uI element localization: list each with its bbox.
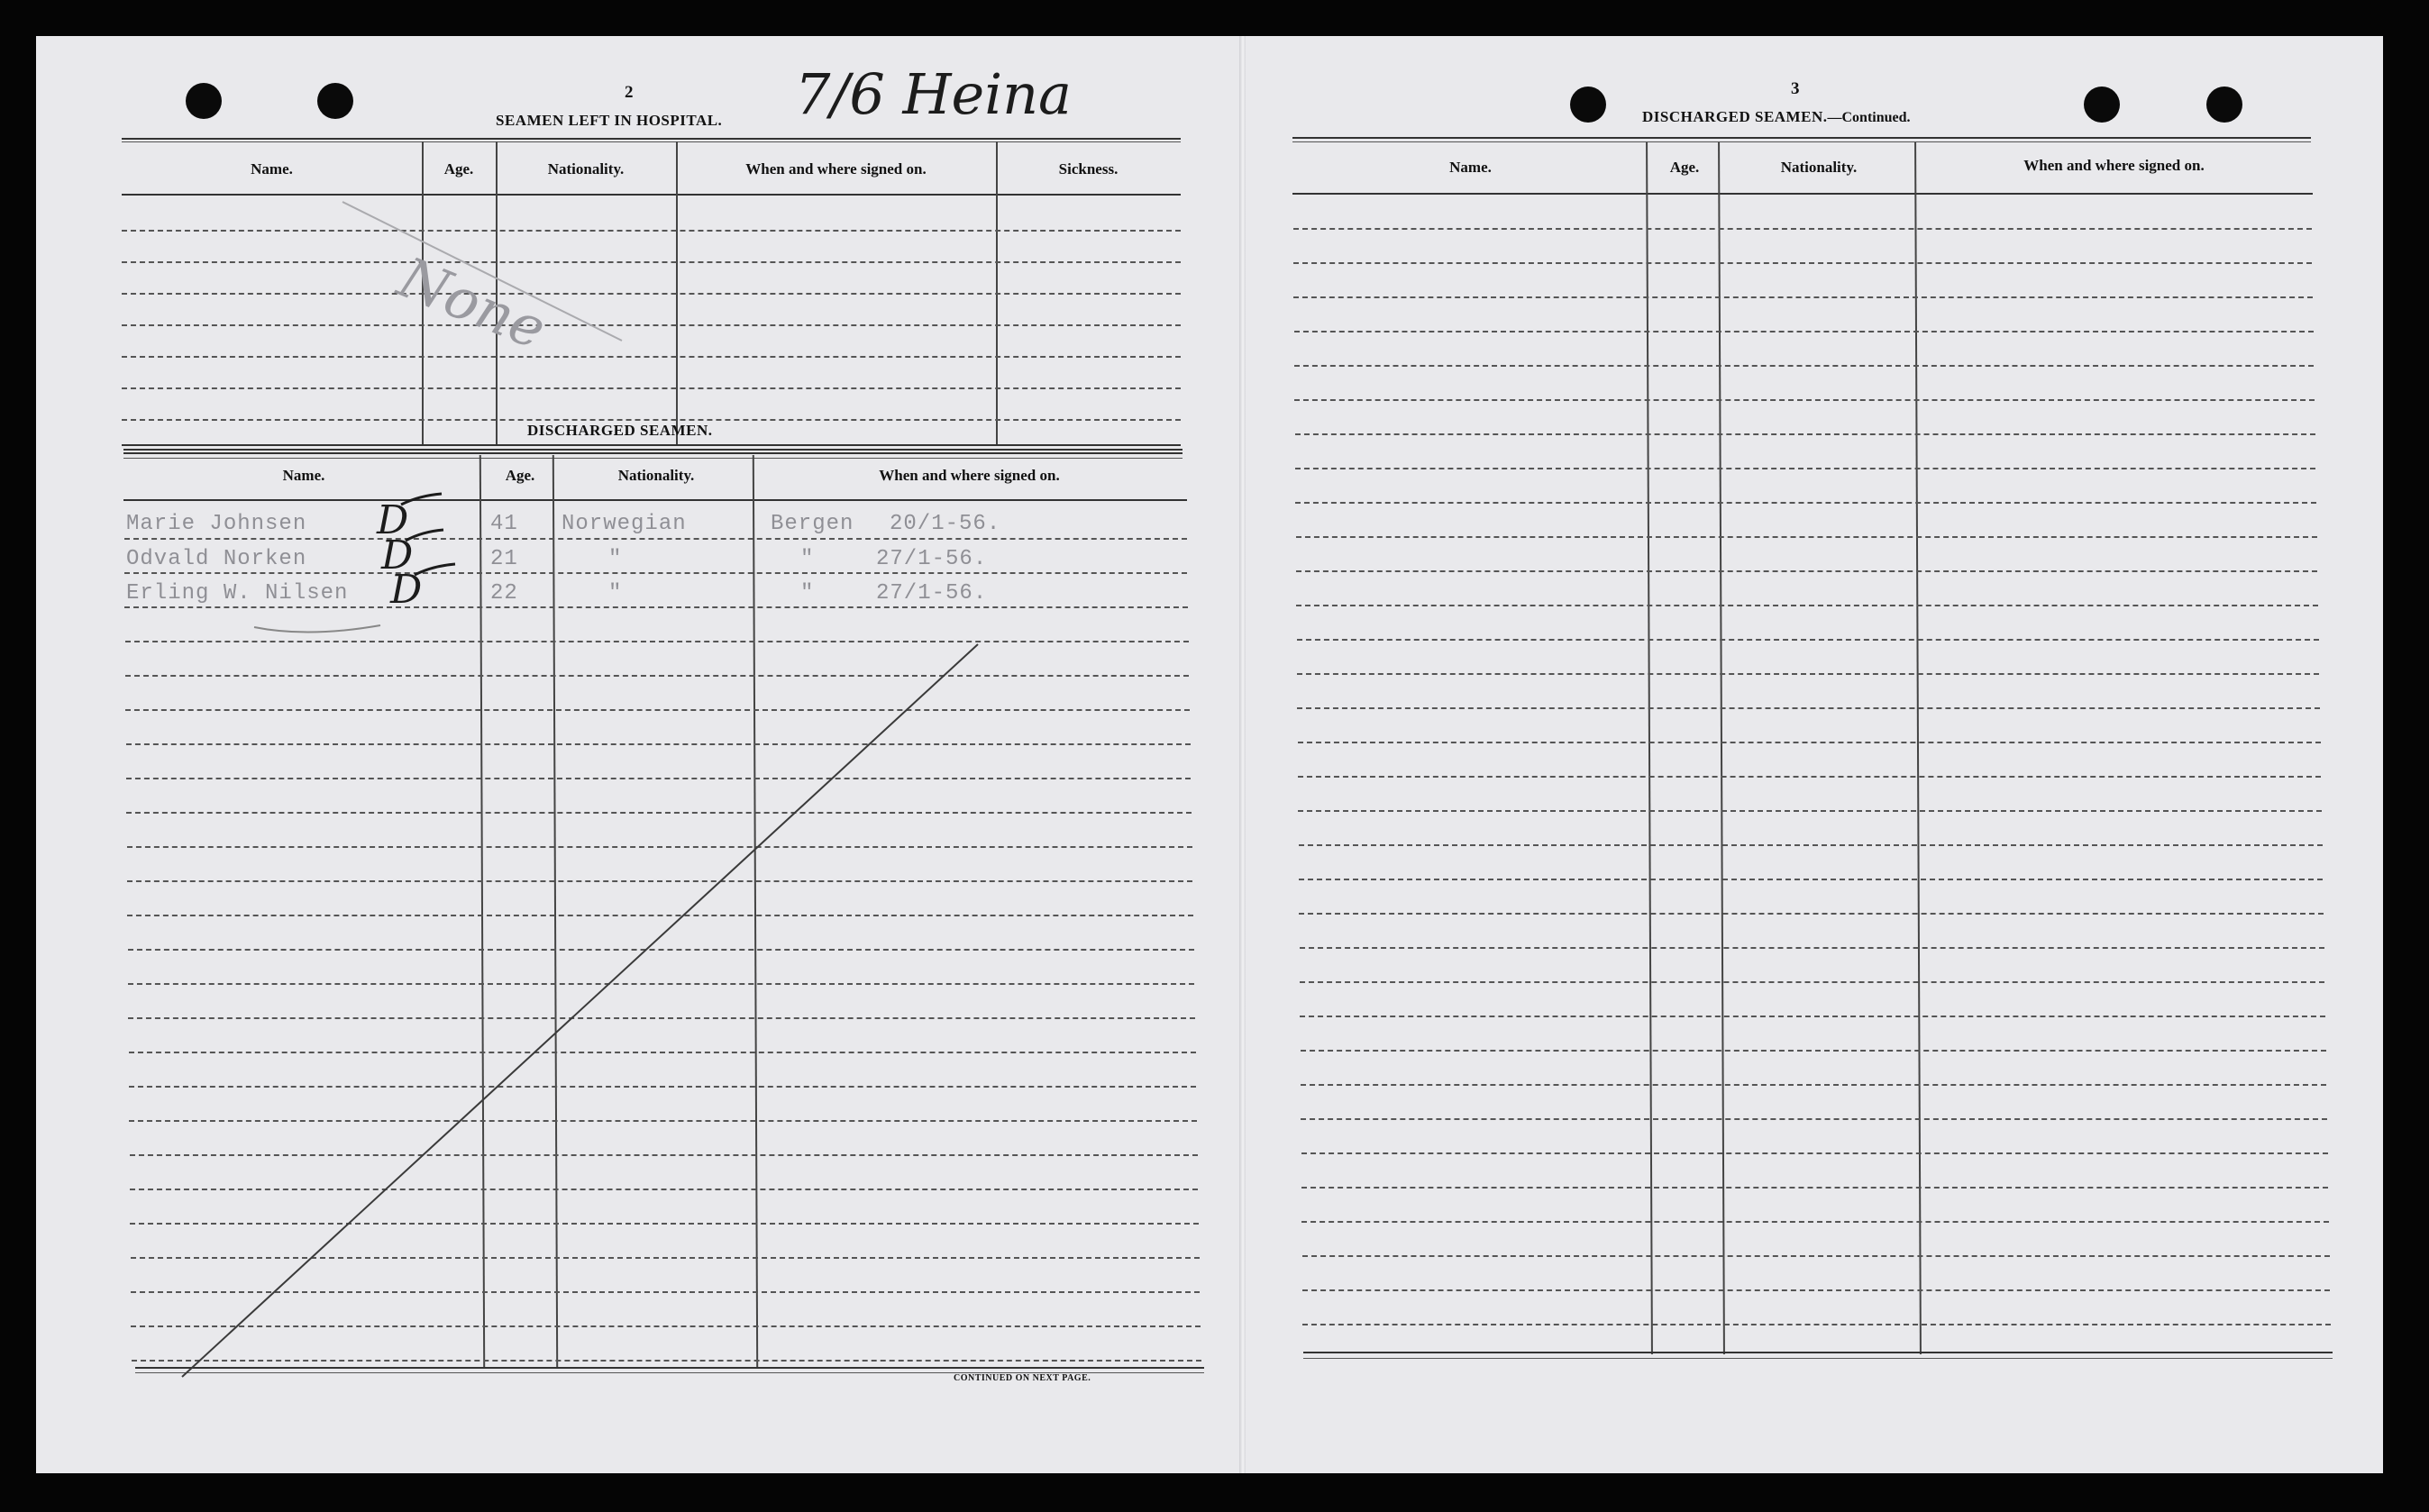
discharge-mark: D — [377, 497, 409, 543]
entry-line — [1300, 1016, 2325, 1017]
pen-strokes — [36, 36, 1239, 1473]
seaman-name: Odvald Norken — [126, 547, 307, 571]
punch-hole — [2206, 87, 2242, 123]
entry-line — [1300, 947, 2324, 949]
entry-line — [1298, 810, 2322, 812]
right-page — [1246, 36, 2383, 1473]
hospital-section-title: SEAMEN LEFT IN HOSPITAL. — [496, 112, 723, 129]
entry-line — [1298, 742, 2321, 743]
entry-line — [1302, 1289, 2330, 1291]
col-nationality: Nationality. — [1780, 159, 1858, 176]
col-nationality: Nationality. — [617, 467, 695, 484]
signed-on-date: 20/1-56. — [890, 512, 1001, 536]
seaman-name: Erling W. Nilsen — [126, 581, 349, 606]
table-bottom-rule — [1303, 1352, 2333, 1353]
col-divider — [1718, 142, 1725, 1354]
entry-line — [1302, 1324, 2331, 1325]
entry-line — [1301, 1187, 2328, 1189]
signed-on-date: 27/1-56. — [876, 581, 988, 606]
seaman-name: Marie Johnsen — [126, 512, 307, 536]
col-signed-on: When and where signed on. — [2023, 157, 2205, 174]
entry-line — [1295, 468, 2315, 469]
col-age: Age. — [443, 160, 474, 178]
seaman-age: 41 — [490, 512, 518, 536]
signed-on-place: " — [800, 581, 815, 606]
entry-line — [1296, 570, 2317, 572]
entry-line — [1298, 776, 2321, 778]
entry-line — [1301, 1084, 2326, 1086]
header-rule — [1292, 137, 2311, 139]
entry-line — [1301, 1118, 2327, 1120]
col-sickness: Sickness. — [1058, 160, 1119, 178]
col-divider — [1914, 142, 1922, 1354]
col-age: Age. — [1669, 159, 1700, 176]
entry-line — [1296, 536, 2317, 538]
pencil-stroke — [342, 202, 622, 341]
discharged-section-title: DISCHARGED SEAMEN. — [527, 422, 713, 439]
signed-on-date: 27/1-56. — [876, 547, 988, 571]
page-number: 3 — [1791, 79, 1800, 98]
mark-tail — [406, 530, 443, 541]
handwritten-header: 7/6 Heina — [795, 61, 1072, 127]
continued-note: CONTINUED ON NEXT PAGE. — [954, 1373, 1091, 1383]
entry-line — [1300, 981, 2324, 983]
entry-line — [1294, 365, 2314, 367]
entry-line — [1293, 262, 2312, 264]
col-name: Name. — [251, 160, 293, 178]
signed-on-place: Bergen — [771, 512, 854, 536]
signed-on-place: " — [800, 547, 815, 571]
entry-line — [1294, 331, 2314, 332]
entry-line — [1295, 433, 2315, 435]
mark-tail — [415, 564, 455, 575]
col-nationality: Nationality. — [547, 160, 625, 178]
entry-line — [1302, 1255, 2330, 1257]
entry-line — [1294, 399, 2315, 401]
col-signed-on: When and where signed on. — [879, 467, 1060, 484]
cross-out-line — [182, 644, 978, 1377]
col-signed-on: When and where signed on. — [745, 160, 927, 178]
discharged-continued-title — [1642, 108, 1911, 126]
entry-line — [1297, 673, 2319, 675]
col-name: Name. — [282, 467, 325, 484]
entry-line — [1299, 913, 2324, 915]
col-age: Age. — [505, 467, 535, 484]
table-bottom-rule — [1303, 1358, 2333, 1359]
header-rule — [1292, 141, 2311, 142]
col-divider — [1646, 142, 1653, 1354]
mark-tail — [401, 494, 442, 505]
title-main: DISCHARGED SEAMEN. — [1642, 108, 1828, 125]
col-name: Name. — [1449, 159, 1492, 176]
entry-line — [1296, 605, 2318, 606]
entry-line — [1299, 879, 2323, 880]
header-rule — [1292, 193, 2313, 195]
title-suffix: —Continued. — [1827, 110, 1911, 125]
handwritten-none: None — [389, 244, 555, 362]
seaman-nationality: " — [608, 547, 623, 571]
seaman-age: 21 — [490, 547, 518, 571]
entry-line — [1293, 228, 2312, 230]
pencil-curve — [254, 625, 380, 633]
discharge-mark: D — [381, 533, 414, 578]
punch-hole — [2084, 87, 2120, 123]
entry-line — [1301, 1221, 2329, 1223]
entry-line — [1297, 639, 2319, 641]
entry-line — [1293, 296, 2313, 298]
entry-line — [1301, 1152, 2328, 1154]
entry-line — [1295, 502, 2316, 504]
page-number: 2 — [625, 83, 634, 102]
entry-line — [1297, 707, 2320, 709]
seaman-age: 22 — [490, 581, 518, 606]
seaman-nationality: " — [608, 581, 623, 606]
punch-hole — [1570, 87, 1606, 123]
entry-line — [1301, 1050, 2326, 1052]
entry-line — [1299, 844, 2323, 846]
left-page — [36, 36, 1239, 1473]
seaman-nationality: Norwegian — [562, 512, 687, 536]
discharge-mark: D — [390, 567, 423, 613]
